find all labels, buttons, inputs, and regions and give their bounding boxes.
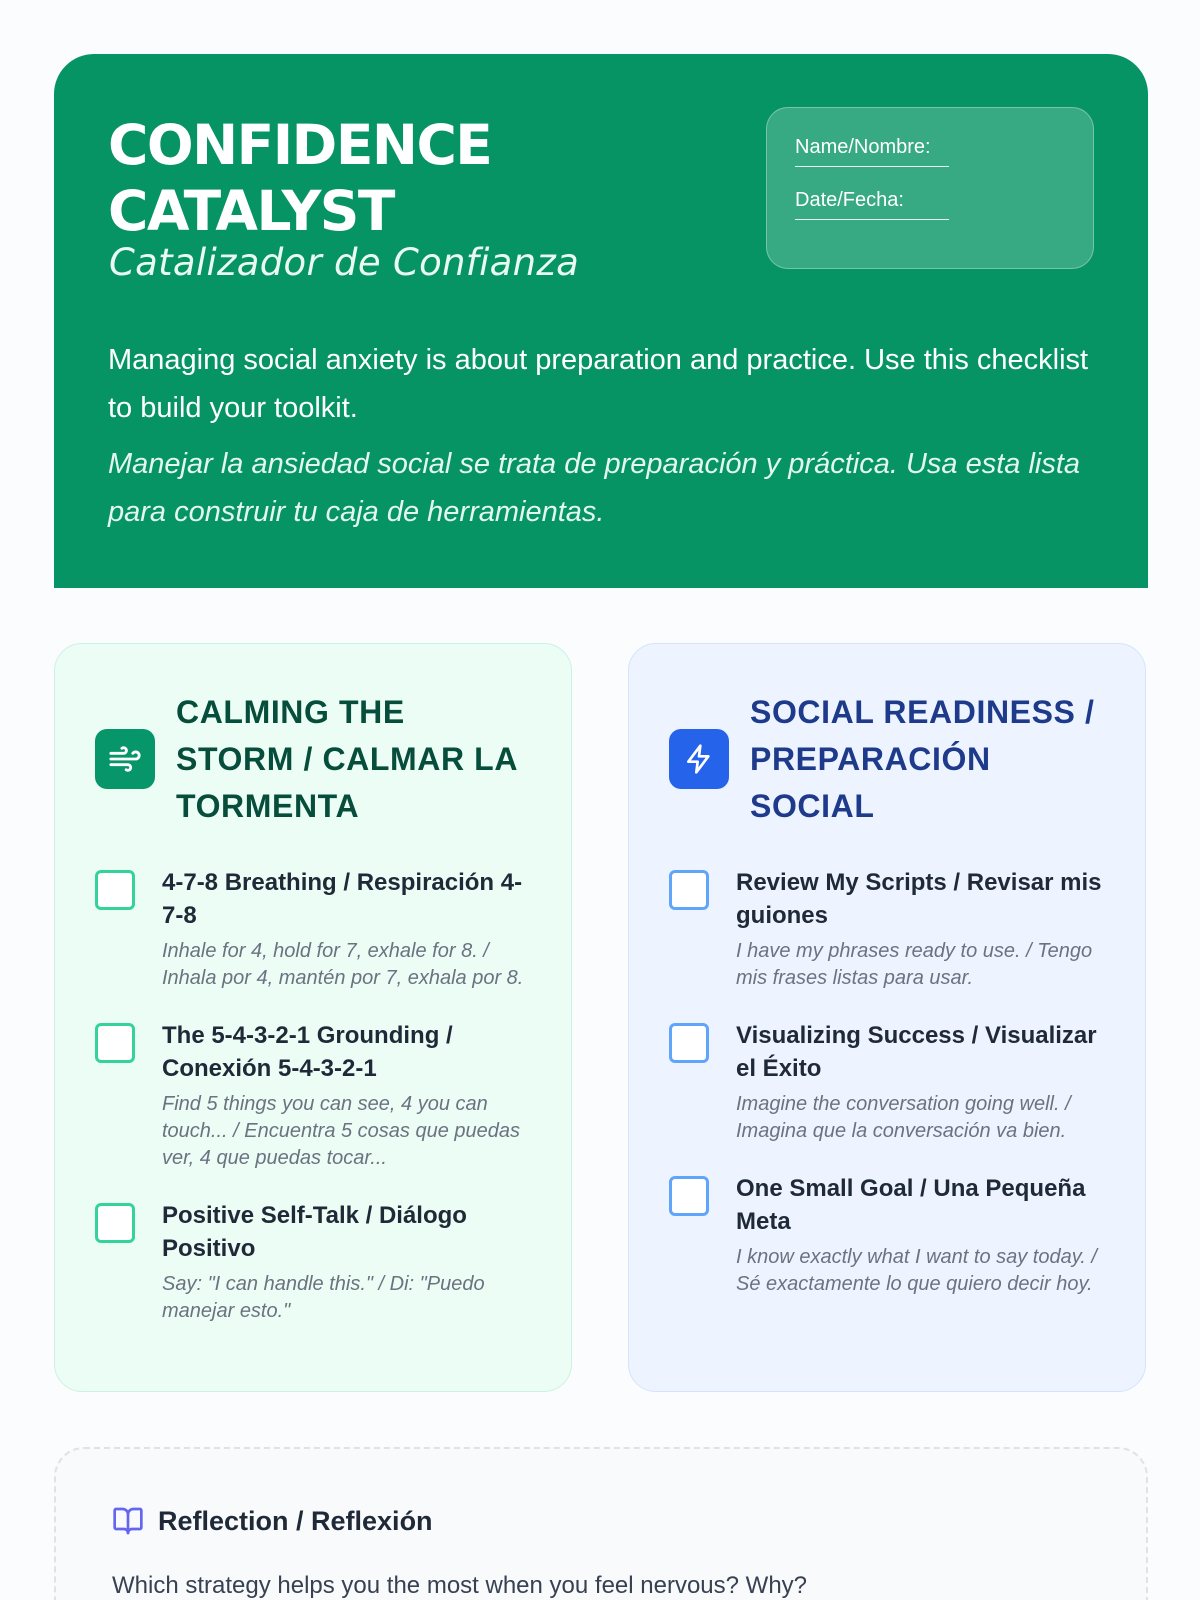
name-date-card [766, 107, 1094, 269]
date-blank-line [795, 219, 949, 220]
reflection-header [112, 1505, 433, 1537]
item-title: Review My Scripts / Revisar mis guiones [736, 869, 1102, 929]
item-title: Visualizing Success / Visualizar el Éxito [736, 1022, 1097, 1082]
book-icon [112, 1505, 144, 1537]
checkbox[interactable] [95, 1023, 135, 1063]
item-description: I know exactly what I want to say today. / Sé exactamente lo que quiero decir hoy. [736, 1246, 1097, 1295]
page-title-line-2: CATALYST [108, 179, 394, 243]
item-title: Positive Self-Talk / Diálogo Positivo [162, 1202, 467, 1262]
checklist-item [669, 1172, 1105, 1298]
checklist-item [669, 1019, 1105, 1145]
section-header [95, 688, 531, 830]
checklist [669, 866, 1105, 1298]
item-title: 4-7-8 Breathing / Respiración 4-7-8 [162, 869, 523, 929]
item-title: The 5-4-3-2-1 Grounding / Conexión 5-4-3-2-1 [162, 1022, 453, 1082]
item-description: Say: "I can handle this." / Di: "Puedo manejar esto." [162, 1273, 485, 1322]
checklist-item [669, 866, 1105, 992]
section-header [669, 688, 1105, 830]
item-title: One Small Goal / Una Pequeña Meta [736, 1175, 1086, 1235]
item-description: I have my phrases ready to use. / Tengo mis frases listas para usar. [736, 940, 1093, 989]
checklist-item [95, 866, 531, 992]
intro-spanish: Manejar la ansiedad social se trata de preparación y práctica. Usa esta lista para construir tu caja de herramientas. [108, 448, 1081, 528]
calming-section-card [54, 643, 572, 1392]
name-blank-line [795, 166, 949, 167]
lightning-icon [669, 729, 729, 789]
reflection-box[interactable] [54, 1447, 1148, 1600]
wind-icon [95, 729, 155, 789]
name-field[interactable] [795, 134, 1065, 187]
checklist-item-body [736, 1172, 1105, 1298]
page-title-line-1: CONFIDENCE [108, 113, 492, 177]
header-banner [54, 54, 1148, 588]
reflection-title: Reflection / Reflexión [158, 1505, 433, 1536]
checklist-item [95, 1199, 531, 1325]
name-label: Name/Nombre: [795, 136, 931, 158]
checklist-item-body [162, 1019, 531, 1172]
checkbox[interactable] [669, 870, 709, 910]
date-field[interactable] [795, 187, 1065, 240]
item-description: Find 5 things you can see, 4 you can touch... / Encuentra 5 cosas que puedas ver, 4 que puedas tocar... [162, 1093, 521, 1169]
checklist-item-body [736, 866, 1105, 992]
checklist-item-body [162, 866, 531, 992]
checklist-item [95, 1019, 531, 1172]
section-title: CALMING THE STORM / CALMAR LA TORMENTA [176, 693, 517, 824]
section-title: SOCIAL READINESS / PREPARACIÓN SOCIAL [750, 693, 1095, 824]
checklist-item-body [162, 1199, 531, 1325]
page-title [108, 112, 728, 244]
social-readiness-section-card [628, 643, 1146, 1392]
date-label: Date/Fecha: [795, 189, 904, 211]
intro-english: Managing social anxiety is about preparation and practice. Use this checklist to build your toolkit. [108, 344, 1089, 424]
checkbox[interactable] [95, 1203, 135, 1243]
item-description: Inhale for 4, hold for 7, exhale for 8. / Inhala por 4, mantén por 7, exhala por 8. [162, 940, 524, 989]
item-description: Imagine the conversation going well. / Imagina que la conversación va bien. [736, 1093, 1071, 1142]
checklist-item-body [736, 1019, 1105, 1145]
page-subtitle: Catalizador de Confianza [109, 241, 580, 284]
checkbox[interactable] [669, 1176, 709, 1216]
checkbox[interactable] [95, 870, 135, 910]
checkbox[interactable] [669, 1023, 709, 1063]
reflection-prompt: Which strategy helps you the most when you feel nervous? Why? [112, 1572, 808, 1599]
checklist [95, 866, 531, 1325]
